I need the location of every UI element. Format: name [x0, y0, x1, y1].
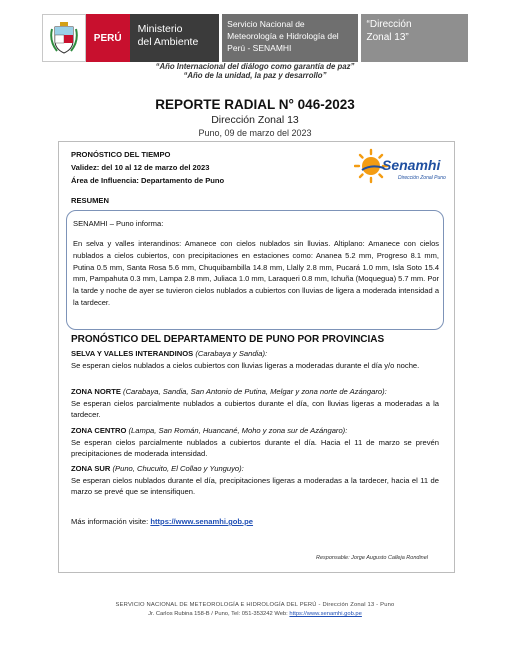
agency-label: [222, 14, 357, 62]
more-info-label: Más información visite:: [71, 517, 149, 526]
year-motto-2: “Año de la unidad, la paz y desarrollo”: [183, 71, 327, 80]
year-motto-1: “Año Internacional del diálogo como garantía de paz”: [155, 62, 355, 71]
header-banner: [42, 14, 468, 62]
selva-section: [71, 348, 439, 371]
norte-label: ZONA NORTE: [71, 387, 121, 396]
footer-address: Jr. Carlos Rubina 158-B / Puno, Tel: 051-353242 Web:: [148, 611, 288, 617]
area-line: Área de Influencia: Departamento de Puno: [71, 176, 225, 185]
more-info: [71, 517, 253, 526]
sur-text: Se esperan cielos nublados durante el día, precipitaciones ligeras a moderadas a la tardecer, hacia el 11 de marzo se prevé que se intensifiquen.: [71, 475, 439, 497]
centro-text: Se esperan cielos parcialmente nublados a cubiertos durante el día. Hacia el 11 de marzo se prevén precipitaciones de moderada intensidad.: [71, 437, 439, 459]
ministry-label: [130, 14, 220, 62]
centro-section: [71, 425, 439, 460]
peru-coat-of-arms-icon: [42, 14, 86, 62]
agency-line-2: Meteorología e Hidrología del: [227, 31, 339, 41]
agency-line-3: Perú - SENAMHI: [227, 43, 292, 53]
ministry-line-2: del Ambiente: [137, 36, 199, 48]
zonal-line-1: “Dirección: [366, 19, 412, 30]
responsible-line: Responsable: Jorge Augusto Calleja Rondinel: [316, 555, 429, 561]
summary-heading: SENAMHI – Puno informa:: [73, 219, 164, 228]
footer-link[interactable]: https://www.senamhi.gob.pe: [289, 611, 362, 617]
svg-text:Dirección Zonal Puno: Dirección Zonal Puno: [398, 175, 446, 181]
senamhi-logo: [354, 148, 446, 188]
zonal-label: [361, 14, 468, 62]
summary-box: [66, 210, 444, 330]
summary-label: RESUMEN: [71, 196, 109, 205]
agency-line-1: Servicio Nacional de: [227, 19, 305, 29]
norte-section: [71, 386, 439, 421]
sur-places: (Puno, Chucuito, El Collao y Yunguyo):: [112, 464, 244, 473]
norte-text: Se esperan cielos parcialmente nublados a cubiertos durante el día, con lluvias ligeras a moderadas a la tardecer.: [71, 398, 439, 420]
svg-text:Senamhi: Senamhi: [382, 157, 441, 173]
footer-line-2: [0, 611, 510, 617]
selva-places: (Carabaya y Sandia):: [195, 349, 268, 358]
validity-line: Validez: del 10 al 12 de marzo del 2023: [71, 163, 210, 172]
sur-label: ZONA SUR: [71, 464, 111, 473]
zonal-line-2: Zonal 13”: [366, 32, 409, 43]
footer-line-1: SERVICIO NACIONAL DE METEOROLOGÍA E HIDROLOGÍA DEL PERÚ - Dirección Zonal 13 - Puno: [115, 602, 395, 608]
summary-body: En selva y valles interandinos: Amanece con cielos nublados sin lluvias. Altiplano: Amanece con cielos nublados a cielos cubiertos, con precipitaciones en estaciones como: Ananea 5.2 mm, Progreso 8.1 mm, Putina 0.5 mm, Santa Rosa 5.6 mm, Chuquibambilla 14.8 mm, Llally 2.8 mm, Pucará 1.0 mm, Isla Soto 15.4 mm, Pampahuta 0.3 mm, Lampa 2.8 mm, Juliaca 1.0 mm, Laraqueri 0.8 mm, Ichuña (Moquegua) 5.7 mm. Por la tarde y noche de ayer se tuvieron cielos nublados a cubiertos con lluvias de ligera a moderada intensidad a la tardecer.: [73, 239, 439, 307]
provinces-title: PRONÓSTICO DEL DEPARTAMENTO DE PUNO POR PROVINCIAS: [71, 334, 385, 345]
report-date: Puno, 09 de marzo del 2023: [198, 128, 312, 138]
more-info-link[interactable]: https://www.senamhi.gob.pe: [150, 517, 254, 526]
ministry-line-1: Ministerio: [137, 23, 183, 35]
country-label: PERÚ: [86, 14, 130, 62]
forecast-heading: PRONÓSTICO DEL TIEMPO: [71, 150, 171, 159]
report-title: REPORTE RADIAL N° 046-2023: [155, 97, 355, 112]
selva-label: SELVA Y VALLES INTERANDINOS: [71, 349, 194, 358]
centro-label: ZONA CENTRO: [71, 426, 127, 435]
sur-section: [71, 463, 439, 498]
norte-places: (Carabaya, Sandia, San Antonio de Putina, Melgar y zona norte de Azángaro):: [123, 387, 387, 396]
report-subtitle: Dirección Zonal 13: [211, 114, 299, 126]
selva-text: Se esperan cielos nublados a cielos cubiertos con lluvias ligeras a moderadas durante el día y/o noche.: [71, 360, 420, 370]
centro-places: (Lampa, San Román, Huancané, Moho y zona sur de Azángaro):: [128, 426, 348, 435]
